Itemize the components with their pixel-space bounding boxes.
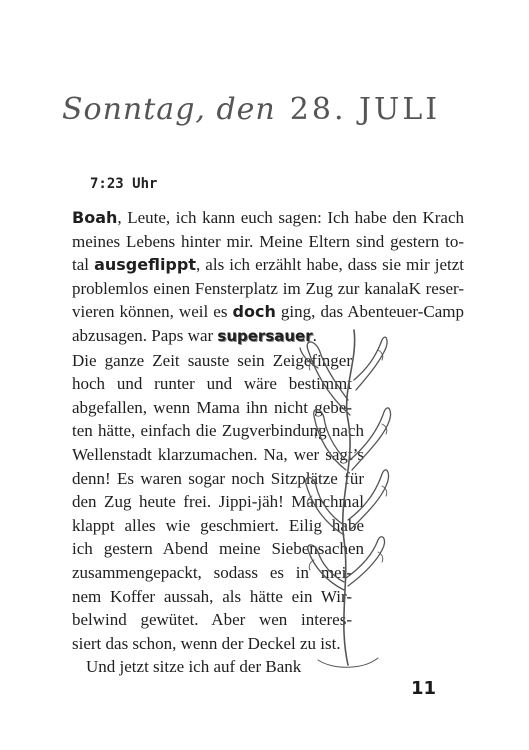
text-line: problemlos einen Fensterplatz im Zug zur kanalaK reser- bbox=[72, 278, 464, 298]
page-number: 11 bbox=[411, 678, 437, 699]
text-line: Die ganze Zeit sauste sein Zeigefinger bbox=[72, 350, 352, 370]
seaweed-plant-drawing-icon bbox=[278, 320, 398, 680]
text-line: nem Koffer aussah, als hätte ein Wir- bbox=[72, 586, 352, 606]
text-line: abgefallen, wenn Mama ihn nicht gebe- bbox=[72, 397, 352, 417]
text-line: den Zug heute frei. Jippi-jäh! Manchmal bbox=[72, 492, 364, 512]
text-line: meines Lebens hinter mir. Meine Eltern sind gestern to- bbox=[72, 231, 464, 251]
emphasis-word: Boah bbox=[72, 208, 118, 227]
heading-connector: , den bbox=[195, 92, 276, 127]
text-line: ten hätte, einfach die Zugverbindung nach bbox=[72, 421, 364, 441]
text-line: vieren können, weil es doch ging, das Abenteuer-Camp bbox=[72, 302, 464, 322]
heading-date: 28. JULI bbox=[289, 92, 441, 127]
text-line: Wellenstadt klarzumachen. Na, wer sagt’s bbox=[72, 444, 364, 464]
text-line: Boah, Leute, ich kann euch sagen: Ich habe den Krach bbox=[72, 208, 464, 227]
text-line: tal ausgeflippt, als ich erzählt habe, dass sie mir jetzt bbox=[72, 255, 464, 275]
emphasis-word: ausgeflippt bbox=[94, 255, 196, 275]
text-line: abzusagen. Paps war supersauer. bbox=[72, 325, 317, 345]
text-line: zusammengepackt, sodass es in mei- bbox=[72, 562, 352, 582]
diary-heading bbox=[62, 92, 482, 127]
heading-day: Sonntag bbox=[62, 92, 196, 127]
text-line: denn! Es waren sogar noch Sitzplätze für bbox=[72, 468, 364, 488]
emphasis-word: supersauer bbox=[217, 326, 313, 345]
text-line: Und jetzt sitze ich auf der Bank bbox=[86, 657, 302, 677]
text-line: hoch und runter und wäre bestimmt bbox=[72, 374, 352, 394]
text-line: ich gestern Abend meine Siebensachen bbox=[72, 539, 364, 559]
entry-time: 7:23 Uhr bbox=[90, 176, 158, 192]
text-line: siert das schon, wenn der Deckel zu ist. bbox=[72, 633, 341, 653]
diary-text bbox=[72, 206, 464, 679]
emphasis-word: doch bbox=[232, 302, 276, 322]
text-line: belwind gewütet. Aber wen interes- bbox=[72, 610, 352, 630]
text-line: klappt alles wie geschmiert. Eilig habe bbox=[72, 515, 364, 535]
